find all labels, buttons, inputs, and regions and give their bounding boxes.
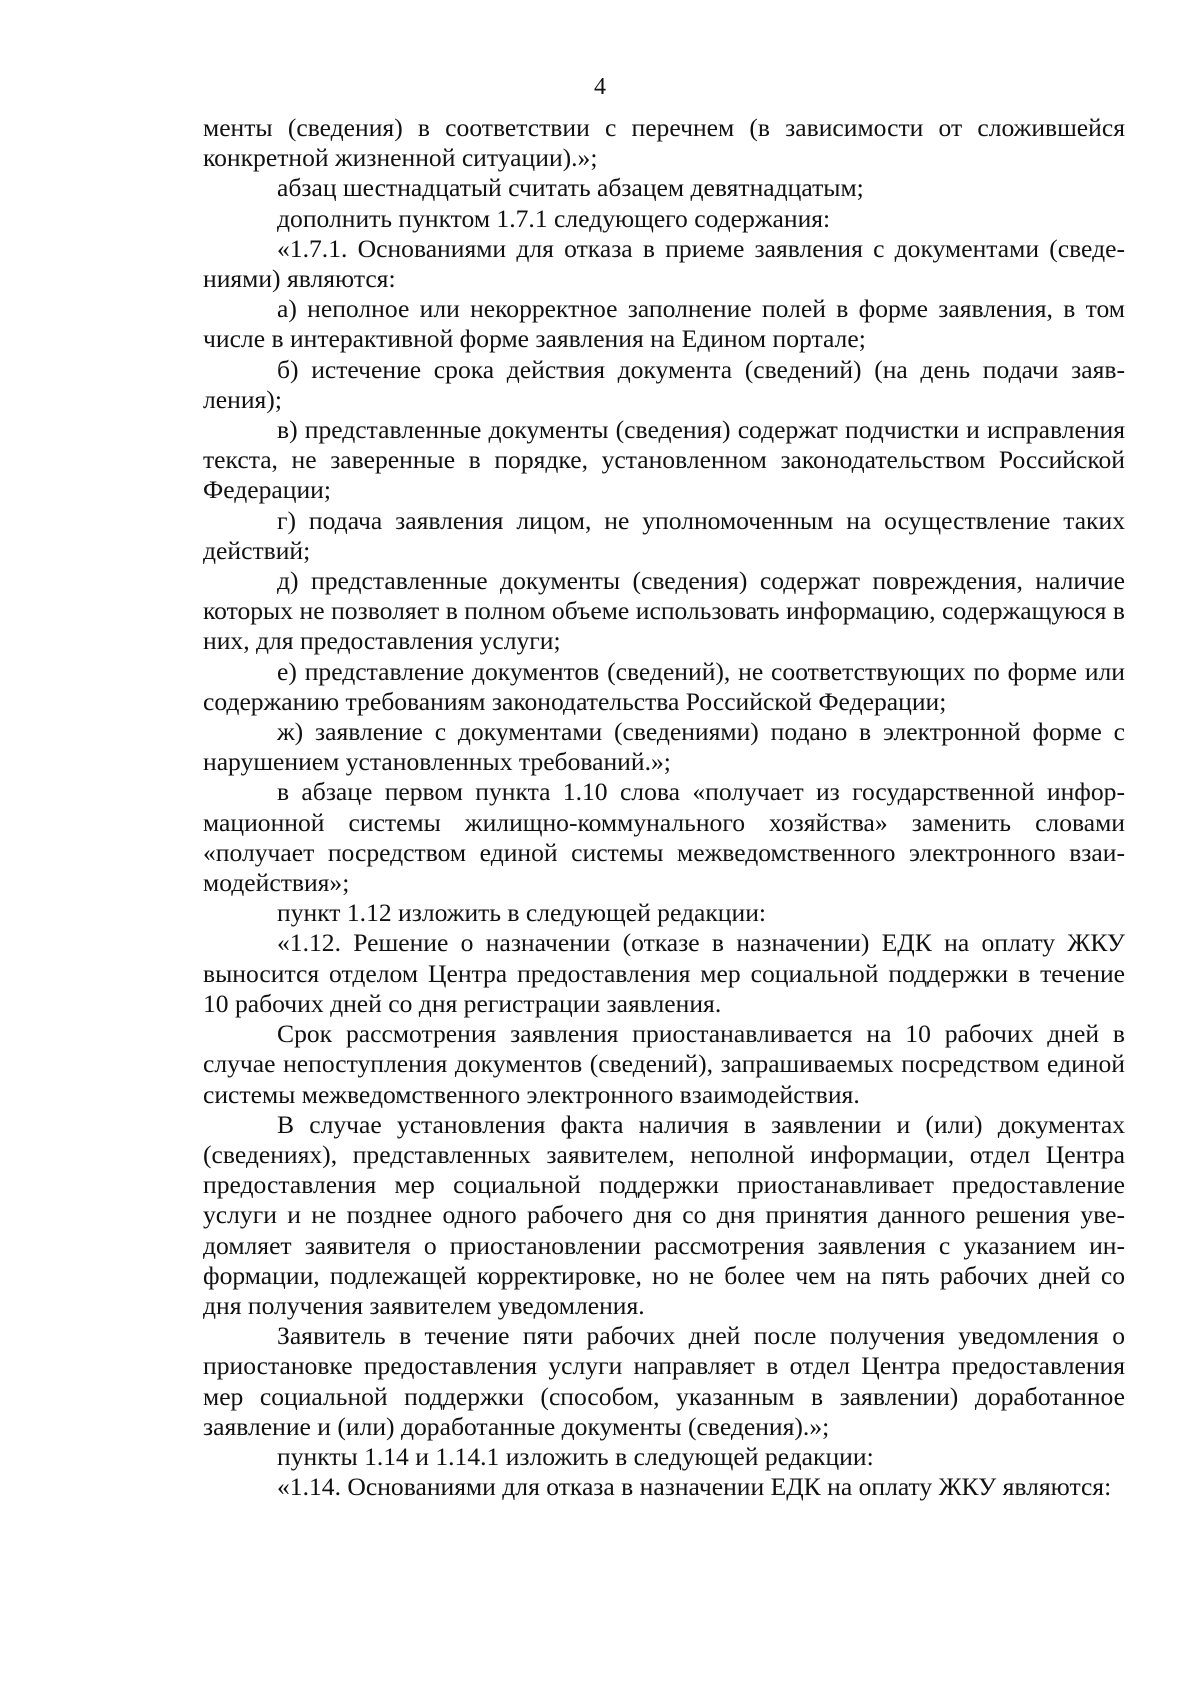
paragraph: пункт 1.12 изложить в следующей редакции: xyxy=(277,898,767,928)
paragraph: Заявитель в течение пяти рабочих дней после получения уведомления о приостановке предоставления услуги направляет в отдел Центра предоставления мер социальной поддержки (способом, указанным в заявлении) доработанное заявление и (или) доработанные документы (сведения).»; xyxy=(203,1321,1125,1441)
paragraph: менты (сведения) в соответствии с перечнем (в зависимости от сложившейся конкретной жизненной ситуации).»; xyxy=(203,113,1125,173)
list-item-v: в) представленные документы (сведения) содержат подчистки и исправления текста, не заверенные в порядке, установленном законодательством Российской Федерации; xyxy=(203,415,1125,505)
list-item-e: е) представление документов (сведений), не соответствующих по форме или содержанию требованиям законодательства Российской Федерации; xyxy=(203,656,1125,716)
page-number: 4 xyxy=(594,74,606,100)
paragraph: В случае установления факта наличия в заявлении и (или) документах (сведениях), представленных заявителем, неполной информации, отдел Центра предоставления мер социальной поддержки приостанавливает предоставление услуги и не позднее одного рабочего дня со дня принятия данного решения уведомляет заявителя о приостановлении рассмотрения заявления с указанием информации, подлежащей корректировке, но не более чем на пять рабочих дней со дня получения заявителем уведомления. xyxy=(203,1109,1125,1320)
paragraph: пункты 1.14 и 1.14.1 изложить в следующей редакции: xyxy=(277,1441,874,1471)
list-item-a: а) неполное или некорректное заполнение полей в форме заявления, в том числе в интерактивной форме заявления на Едином портале; xyxy=(203,294,1125,354)
paragraph: абзац шестнадцатый считать абзацем девятнадцатым; xyxy=(277,173,864,203)
list-item-zh: ж) заявление с документами (сведениями) подано в электронной форме с нарушением установленных требований.»; xyxy=(203,717,1125,777)
list-item-b: б) истечение срока действия документа (сведений) (на день подачи заявления); xyxy=(203,354,1125,414)
paragraph: Срок рассмотрения заявления приостанавливается на 10 рабочих дней в случае непоступления документов (сведений), запрашиваемых посредством единой системы межведомственного электронного взаимодействия. xyxy=(203,1019,1125,1109)
list-item-g: г) подача заявления лицом, не уполномоченным на осуществление таких действий; xyxy=(203,505,1125,565)
list-item-d: д) представленные документы (сведения) содержат повреждения, наличие которых не позволяет в полном объеме использовать информацию, содержащуюся в них, для предоставления услуги; xyxy=(203,566,1125,656)
paragraph: в абзаце первом пункта 1.10 слова «получает из государственной информационной системы жилищно-коммунального хозяйства» заменить словами «получает посредством единой системы межведомственного электронного взаимодействия»; xyxy=(203,777,1125,898)
document-body xyxy=(203,113,1125,1502)
paragraph: «1.14. Основаниями для отказа в назначении ЕДК на оплату ЖКУ являются: xyxy=(277,1472,1112,1502)
paragraph: дополнить пунктом 1.7.1 следующего содержания: xyxy=(277,203,831,233)
paragraph: «1.7.1. Основаниями для отказа в приеме заявления с документами (сведениями) являются: xyxy=(203,233,1125,294)
paragraph: «1.12. Решение о назначении (отказе в назначении) ЕДК на оплату ЖКУ выносится отделом Центра предоставления мер социальной поддержки в течение 10 рабочих дней со дня регистрации заявления. xyxy=(203,928,1125,1018)
